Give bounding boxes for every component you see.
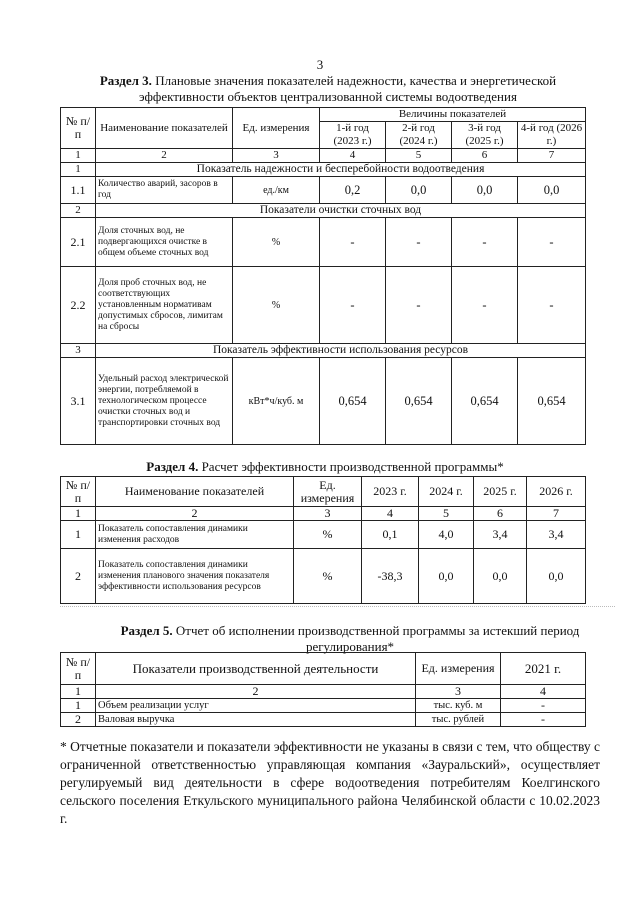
s3-row-value: 0,0 bbox=[518, 177, 586, 204]
s4-row-name: Показатель сопоставления динамики изменения планового значения показателя эффективности использования ресурсов bbox=[96, 549, 294, 604]
s5-row-num: 2 bbox=[61, 713, 96, 727]
s4-row-value: 4,0 bbox=[419, 521, 474, 549]
s3-row-value: 0,654 bbox=[386, 358, 452, 445]
s4-header-unit: Ед. измерения bbox=[294, 477, 362, 507]
s3-row-num: 2.1 bbox=[61, 218, 96, 267]
s5-row-name: Валовая выручка bbox=[96, 713, 416, 727]
s3-header-year-1: 1-й год (2023 г.) bbox=[320, 122, 386, 149]
s3-row-value: 0,0 bbox=[386, 177, 452, 204]
s3-header-unit: Ед. измерения bbox=[233, 108, 320, 149]
s4-header-year-3: 2025 г. bbox=[474, 477, 527, 507]
section4-title-text: Расчет эффективности производственной программы* bbox=[201, 459, 504, 474]
s3-colnum: 2 bbox=[96, 149, 233, 163]
s3-header-name: Наименование показателей bbox=[96, 108, 233, 149]
s4-header-year-1: 2023 г. bbox=[362, 477, 419, 507]
s4-colnum: 2 bbox=[96, 507, 294, 521]
s4-header-name: Наименование показателей bbox=[96, 477, 294, 507]
section4-table bbox=[60, 476, 586, 604]
s4-row-value: 0,1 bbox=[362, 521, 419, 549]
s3-colnum: 4 bbox=[320, 149, 386, 163]
s3-row-value: - bbox=[452, 218, 518, 267]
s3-colnum: 3 bbox=[233, 149, 320, 163]
s3-row-name: Доля сточных вод, не подвергающихся очистке в общем объеме сточных вод bbox=[96, 218, 233, 267]
s4-row-num: 1 bbox=[61, 521, 96, 549]
s3-row-value: 0,654 bbox=[320, 358, 386, 445]
s4-row-value: 3,4 bbox=[474, 521, 527, 549]
s3-colnum: 7 bbox=[518, 149, 586, 163]
s4-row-unit: % bbox=[294, 521, 362, 549]
s5-colnum: 1 bbox=[61, 685, 96, 699]
s4-colnum: 4 bbox=[362, 507, 419, 521]
s3-row-value: - bbox=[320, 267, 386, 344]
section5-title-text: Отчет об исполнении производственной программы за истекший период регулирования* bbox=[175, 623, 580, 654]
footnote: * Отчетные показатели и показатели эффективности не указаны в связи с тем, что обществу с ограниченной ответственностью управляющая компания «Зауральский», осуществляет регулируемый вид деятельности в сфере водоотведения потребителям Коелгинского сельского поселения Еткульского муниципального района Челябинской области с 10.02.2023 г. bbox=[60, 739, 600, 826]
s5-colnum: 2 bbox=[96, 685, 416, 699]
s3-group-title: Показатель надежности и бесперебойности водоотведения bbox=[96, 163, 586, 177]
section3-title bbox=[78, 73, 578, 105]
s3-row-name: Количество аварий, засоров в год bbox=[96, 177, 233, 204]
s4-row-value: -38,3 bbox=[362, 549, 419, 604]
s3-row-unit: ед./км bbox=[233, 177, 320, 204]
s3-header-num: № п/п bbox=[61, 108, 96, 149]
s3-row-unit: % bbox=[233, 218, 320, 267]
s3-header-year-2: 2-й год (2024 г.) bbox=[386, 122, 452, 149]
s5-colnum: 3 bbox=[416, 685, 501, 699]
section4-title bbox=[60, 459, 590, 475]
s4-row-num: 2 bbox=[61, 549, 96, 604]
s5-row-value: - bbox=[501, 699, 586, 713]
s3-row-value: - bbox=[386, 267, 452, 344]
s3-row-value: 0,654 bbox=[452, 358, 518, 445]
s3-row-value: 0,0 bbox=[452, 177, 518, 204]
s3-row-value: - bbox=[518, 267, 586, 344]
s3-group-num: 2 bbox=[61, 204, 96, 218]
s5-header-name: Показатели производственной деятельности bbox=[96, 653, 416, 685]
s4-colnum: 1 bbox=[61, 507, 96, 521]
s3-group-num: 3 bbox=[61, 344, 96, 358]
section3-title-bold: Раздел 3. bbox=[99, 73, 152, 88]
s5-row-value: - bbox=[501, 713, 586, 727]
separator-line bbox=[60, 606, 615, 607]
s3-group-title: Показатель эффективности использования ресурсов bbox=[96, 344, 586, 358]
s3-row-name: Доля проб сточных вод, не соответствующих установленным нормативам допустимых сбросов, лимитам на сбросы bbox=[96, 267, 233, 344]
s3-colnum: 5 bbox=[386, 149, 452, 163]
s3-row-num: 3.1 bbox=[61, 358, 96, 445]
s3-row-value: - bbox=[452, 267, 518, 344]
s3-header-year-3: 3-й год (2025 г.) bbox=[452, 122, 518, 149]
s3-row-num: 2.2 bbox=[61, 267, 96, 344]
s3-row-value: 0,2 bbox=[320, 177, 386, 204]
s5-header-year: 2021 г. bbox=[501, 653, 586, 685]
s3-colnum: 1 bbox=[61, 149, 96, 163]
s3-row-name: Удельный расход электрической энергии, потребляемой в технологическом процессе очистки сточных вод и транспортировки сточных вод bbox=[96, 358, 233, 445]
s5-row-name: Объем реализации услуг bbox=[96, 699, 416, 713]
s4-row-unit: % bbox=[294, 549, 362, 604]
s5-header-num: № п/п bbox=[61, 653, 96, 685]
section3-table bbox=[60, 107, 586, 445]
s3-row-num: 1.1 bbox=[61, 177, 96, 204]
s3-group-num: 1 bbox=[61, 163, 96, 177]
s5-header-unit: Ед. измерения bbox=[416, 653, 501, 685]
s4-row-value: 3,4 bbox=[527, 521, 586, 549]
s3-row-value: - bbox=[386, 218, 452, 267]
s3-group-title: Показатели очистки сточных вод bbox=[96, 204, 586, 218]
s5-colnum: 4 bbox=[501, 685, 586, 699]
s4-row-value: 0,0 bbox=[474, 549, 527, 604]
s4-colnum: 3 bbox=[294, 507, 362, 521]
s3-row-value: - bbox=[320, 218, 386, 267]
s4-colnum: 6 bbox=[474, 507, 527, 521]
s4-colnum: 5 bbox=[419, 507, 474, 521]
section5-title bbox=[100, 623, 600, 655]
s4-row-value: 0,0 bbox=[419, 549, 474, 604]
s4-header-year-4: 2026 г. bbox=[527, 477, 586, 507]
s4-colnum: 7 bbox=[527, 507, 586, 521]
s5-row-unit: тыс. рублей bbox=[416, 713, 501, 727]
s4-row-name: Показатель сопоставления динамики изменения расходов bbox=[96, 521, 294, 549]
s3-row-value: - bbox=[518, 218, 586, 267]
s3-header-year-4: 4-й год (2026 г.) bbox=[518, 122, 586, 149]
section3-title-text: Плановые значения показателей надежности, качества и энергетической эффективности объектов централизованной системы водоотведения bbox=[139, 73, 557, 104]
s4-header-num: № п/п bbox=[61, 477, 96, 507]
s3-header-values: Величины показателей bbox=[320, 108, 586, 122]
page-number: 3 bbox=[316, 57, 324, 72]
s3-row-value: 0,654 bbox=[518, 358, 586, 445]
s3-colnum: 6 bbox=[452, 149, 518, 163]
s3-row-unit: % bbox=[233, 267, 320, 344]
section5-title-bold: Раздел 5. bbox=[120, 623, 173, 638]
s5-row-num: 1 bbox=[61, 699, 96, 713]
s5-row-unit: тыс. куб. м bbox=[416, 699, 501, 713]
section5-table bbox=[60, 652, 586, 727]
s4-row-value: 0,0 bbox=[527, 549, 586, 604]
section4-title-bold: Раздел 4. bbox=[146, 459, 199, 474]
s4-header-year-2: 2024 г. bbox=[419, 477, 474, 507]
s3-row-unit: кВт*ч/куб. м bbox=[233, 358, 320, 445]
